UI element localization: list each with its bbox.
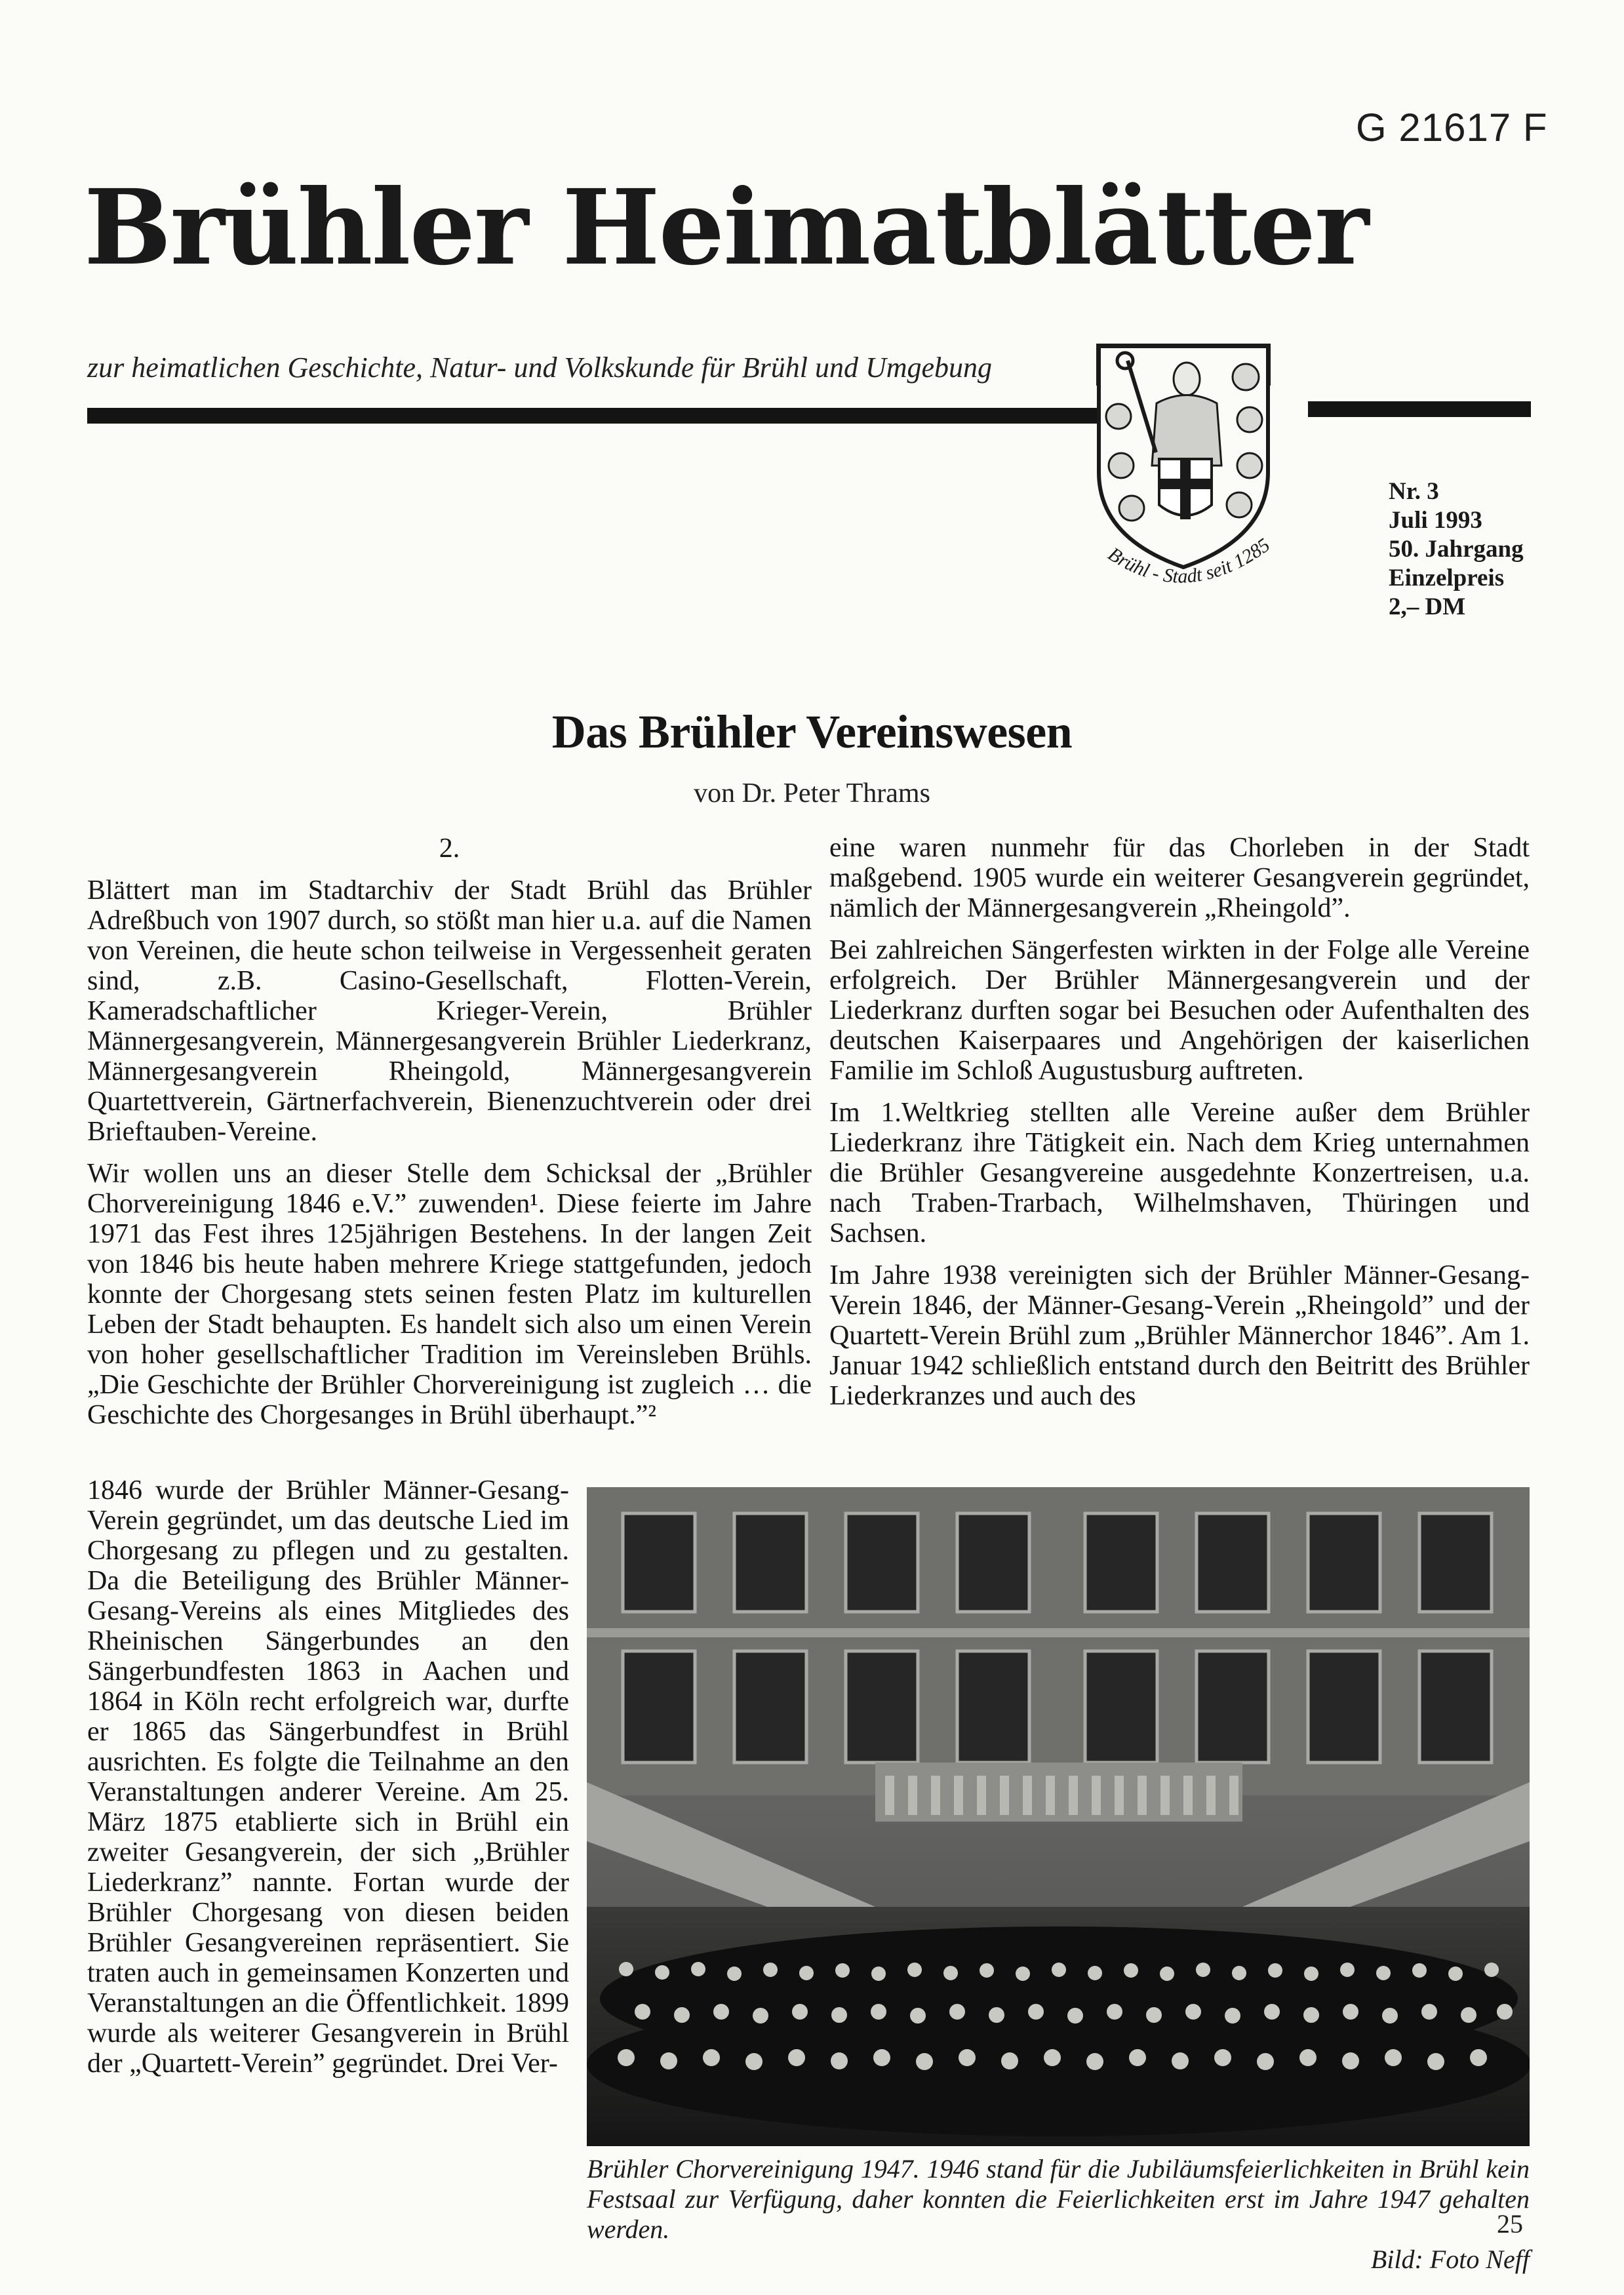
photo-credit: Bild: Foto Neff (1370, 2245, 1530, 2274)
photo-caption (587, 2154, 1530, 2275)
photo-caption-text: Brühler Chorvereinigung 1947. 1946 stand für die Jubiläumsfeierlichkeiten in Brühl kein Festsaal zur Verfügung, daher konnten die Feierlichkeiten erst im Jahre 1947 gehalten werden. (587, 2154, 1530, 2244)
document-id: G 21617 F (1356, 106, 1548, 150)
issue-date: Juli 1993 (1389, 507, 1482, 534)
issue-number: Nr. 3 (1389, 478, 1439, 505)
city-crest-icon (1094, 341, 1336, 603)
choir-group-photo (587, 1487, 1530, 2146)
article-part-number: 2. (439, 833, 460, 864)
masthead-rule-left (87, 408, 1100, 424)
masthead-rule-right (1308, 401, 1531, 417)
crest-motto: Brühl - Stadt seit 1285 (1104, 534, 1275, 588)
issue-volume: 50. Jahrgang (1389, 536, 1524, 563)
paragraph: Im 1.Weltkrieg stellten alle Vereine außer dem Brühler Liederkranz ihre Tätigkeit ein. Nach dem Krieg unternahmen die Brühler Gesangvereine ausgedehnte Konzertreisen, u.a. nach Traben-Trarbach, Wilhelmshaven, Thüringen und Sachsen. (829, 1098, 1530, 1248)
paragraph: Im Jahre 1938 vereinigten sich der Brühler Männer-Gesang-Verein 1846, der Männer-Gesang-Verein „Rheingold” und der Quartett-Verein Brühl zum „Brühler Männerchor 1846”. Am 1. Januar 1942 schließlich entstand durch den Beitritt des Brühler Liederkranzes und auch des (829, 1260, 1530, 1411)
article-author: von Dr. Peter Thrams (694, 778, 930, 808)
article-column-left-bottom (87, 1475, 569, 2090)
issue-price-label: Einzelpreis (1389, 565, 1505, 591)
paragraph: Bei zahlreichen Sängerfesten wirkten in der Folge alle Vereine erfolgreich. Der Brühler Männergesangverein und der Liederkranz durften sogar bei Besuchen oder Aufenthalten des deutschen Kaiserpaares und Angehörigen der kaiserlichen Familie im Schloß Augustusburg auftreten. (829, 935, 1530, 1086)
issue-info (1389, 477, 1524, 622)
page-number: 25 (1497, 2209, 1523, 2239)
article-column-right (829, 833, 1530, 1423)
article-title: Das Brühler Vereinswesen (551, 706, 1073, 758)
paragraph: Wir wollen uns an dieser Stelle dem Schicksal der „Brühler Chorvereinigung 1846 e.V.” zuwenden¹. Diese feierte im Jahre 1971 das Fest ihres 125jährigen Bestehens. In der langen Zeit von 1846 bis heute haben mehrere Kriege stattgefunden, jedoch konnte der Chorgesang stets seinen festen Platz im kulturellen Leben der Stadt behaupten. Es handelt sich also um einen Verein von hoher gesellschaftlicher Tradition im Vereinsleben Brühls. „Die Geschichte der Brühler Chorvereinigung ist zugleich … die Geschichte des Chorgesanges in Brühl überhaupt.”² (87, 1159, 812, 1430)
issue-price: 2,– DM (1389, 593, 1466, 620)
masthead-subtitle: zur heimatlichen Geschichte, Natur- und Volkskunde für Brühl und Umgebung (87, 351, 993, 384)
article-column-left (87, 875, 812, 1442)
masthead-title: Brühler Heimatblätter (84, 167, 1368, 289)
paragraph: Blättert man im Stadtarchiv der Stadt Brühl das Brühler Adreßbuch von 1907 durch, so stößt man hier u.a. auf die Namen von Vereinen, die heute schon teilweise in Vergessenheit geraten sind, z.B. Casino-Gesellschaft, Flotten-Verein, Kameradschaftlicher Krieger-Verein, Brühler Männergesangverein, Männergesangverein Brühler Liederkranz, Männergesangverein Rheingold, Männergesangverein Quartettverein, Gärtnerfachverein, Bienenzuchtverein oder drei Brieftauben-Vereine. (87, 875, 812, 1147)
paragraph: eine waren nunmehr für das Chorleben in der Stadt maßgebend. 1905 wurde ein weiterer Gesangverein gegründet, nämlich der Männergesangverein „Rheingold”. (829, 833, 1530, 923)
paragraph: 1846 wurde der Brühler Männer-Gesang-Verein gegründet, um das deutsche Lied im Chorgesang zu pflegen und zu gestalten. Da die Beteiligung des Brühler Männer-Gesang-Vereins als eines Mitgliedes des Rheinischen Sängerbundes an den Sängerbundfesten 1863 in Aachen und 1864 in Köln recht erfolgreich war, durfte er 1865 das Sängerbundfest in Brühl ausrichten. Es folgte die Teilnahme an den Veranstaltungen anderer Vereine. Am 25. März 1875 etablierte sich in Brühl ein zweiter Gesangverein, der sich „Brühler Liederkranz” nannte. Fortan wurde der Brühler Chorgesang von diesen beiden Brühler Gesangvereinen repräsentiert. Sie traten auch in gemeinsamen Konzerten und Veranstaltungen an die Öffentlichkeit. 1899 wurde als weiterer Gesangverein in Brühl der „Quartett-Verein” gegründet. Drei Ver- (87, 1475, 569, 2079)
